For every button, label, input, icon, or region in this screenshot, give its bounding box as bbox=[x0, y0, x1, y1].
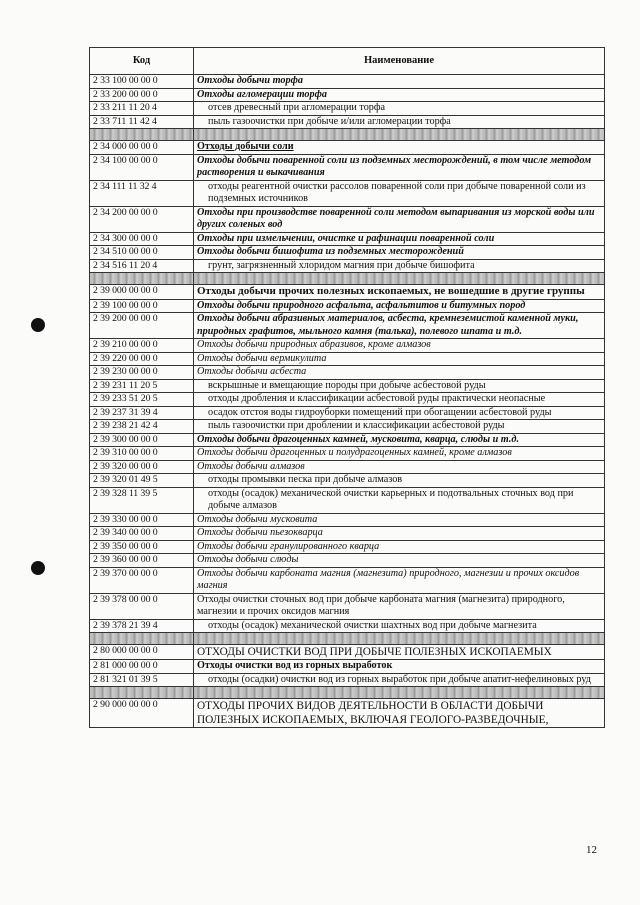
row-name: Отходы добычи природного асфальта, асфальтитов и битумных пород bbox=[194, 299, 605, 313]
table-row bbox=[90, 352, 605, 366]
row-code: 2 39 231 11 20 5 bbox=[90, 379, 194, 393]
row-code: 2 34 100 00 00 0 bbox=[90, 154, 194, 180]
row-code: 2 33 100 00 00 0 bbox=[90, 75, 194, 89]
table-row bbox=[90, 645, 605, 660]
section-separator bbox=[90, 129, 605, 141]
table-row bbox=[90, 115, 605, 129]
row-name: Отходы очистки вод из горных выработок bbox=[194, 660, 605, 674]
table-row bbox=[90, 527, 605, 541]
table-row bbox=[90, 206, 605, 232]
row-name: осадок отстоя воды гидроуборки помещений при обогащении асбестовой руды bbox=[194, 406, 605, 420]
table-row bbox=[90, 75, 605, 89]
page-number: 12 bbox=[586, 844, 597, 856]
row-name: Отходы добычи асбеста bbox=[194, 366, 605, 380]
table-row bbox=[90, 420, 605, 434]
table-row bbox=[90, 299, 605, 313]
section-separator bbox=[90, 633, 605, 645]
row-code: 2 39 360 00 00 0 bbox=[90, 554, 194, 568]
row-name: ОТХОДЫ ОЧИСТКИ ВОД ПРИ ДОБЫЧЕ ПОЛЕЗНЫХ ИСКОПАЕМЫХ bbox=[194, 645, 605, 660]
row-code: 2 34 000 00 00 0 bbox=[90, 141, 194, 155]
section-separator bbox=[90, 273, 605, 285]
row-code: 2 39 210 00 00 0 bbox=[90, 339, 194, 353]
row-name: Отходы добычи соли bbox=[194, 141, 605, 155]
row-name: Отходы добычи мусковита bbox=[194, 513, 605, 527]
table-row bbox=[90, 474, 605, 488]
row-code: 2 90 000 00 00 0 bbox=[90, 699, 194, 728]
table-row bbox=[90, 88, 605, 102]
table-row bbox=[90, 487, 605, 513]
name-column-header: Наименование bbox=[194, 48, 605, 75]
table-row bbox=[90, 673, 605, 687]
table-row bbox=[90, 554, 605, 568]
row-code: 2 39 320 00 00 0 bbox=[90, 460, 194, 474]
row-name: отходы (осадок) механической очистки шахтных вод при добыче магнезита bbox=[194, 619, 605, 633]
table-row bbox=[90, 619, 605, 633]
table-row bbox=[90, 313, 605, 339]
row-code: 2 39 220 00 00 0 bbox=[90, 352, 194, 366]
row-code: 2 39 310 00 00 0 bbox=[90, 447, 194, 461]
row-code: 2 39 238 21 42 4 bbox=[90, 420, 194, 434]
table-row bbox=[90, 259, 605, 273]
table-row bbox=[90, 246, 605, 260]
table-row bbox=[90, 567, 605, 593]
table-row bbox=[90, 406, 605, 420]
table-row bbox=[90, 593, 605, 619]
row-code: 2 81 321 01 39 5 bbox=[90, 673, 194, 687]
table-row bbox=[90, 379, 605, 393]
row-name: Отходы добычи драгоценных камней, мусковита, кварца, слюды и т.д. bbox=[194, 433, 605, 447]
row-name: Отходы добычи драгоценных и полудрагоценных камней, кроме алмазов bbox=[194, 447, 605, 461]
row-code: 2 34 510 00 00 0 bbox=[90, 246, 194, 260]
row-name: грунт, загрязненный хлоридом магния при добыче бишофита bbox=[194, 259, 605, 273]
table-row bbox=[90, 285, 605, 300]
row-name: Отходы добычи бишофита из подземных месторождений bbox=[194, 246, 605, 260]
row-code: 2 39 330 00 00 0 bbox=[90, 513, 194, 527]
row-code: 2 39 378 00 00 0 bbox=[90, 593, 194, 619]
row-name: Отходы добычи прочих полезных ископаемых, не вошедшие в другие группы bbox=[194, 285, 605, 300]
row-name: пыль газоочистки при добыче и/или агломерации торфа bbox=[194, 115, 605, 129]
row-name: Отходы добычи алмазов bbox=[194, 460, 605, 474]
table-row bbox=[90, 460, 605, 474]
row-code: 2 39 200 00 00 0 bbox=[90, 313, 194, 339]
table-row bbox=[90, 232, 605, 246]
row-code: 2 34 111 11 32 4 bbox=[90, 180, 194, 206]
row-code: 2 39 100 00 00 0 bbox=[90, 299, 194, 313]
table-row bbox=[90, 660, 605, 674]
section-separator bbox=[90, 687, 605, 699]
row-code: 2 39 340 00 00 0 bbox=[90, 527, 194, 541]
row-name: Отходы добычи пьезокварца bbox=[194, 527, 605, 541]
row-code: 2 39 300 00 00 0 bbox=[90, 433, 194, 447]
code-column-header: Код bbox=[90, 48, 194, 75]
row-name: Отходы добычи карбоната магния (магнезита) природного, магнезии и прочих оксидов магния bbox=[194, 567, 605, 593]
row-name: Отходы добычи слюды bbox=[194, 554, 605, 568]
row-code: 2 34 200 00 00 0 bbox=[90, 206, 194, 232]
table-row bbox=[90, 180, 605, 206]
row-name: Отходы при производстве поваренной соли методом выпаривания из морской воды или других соленых вод bbox=[194, 206, 605, 232]
row-code: 2 33 211 11 20 4 bbox=[90, 102, 194, 116]
table-row bbox=[90, 699, 605, 728]
row-code: 2 80 000 00 00 0 bbox=[90, 645, 194, 660]
row-name: отходы дробления и классификации асбестовой руды практически неопасные bbox=[194, 393, 605, 407]
row-name: отходы промывки песка при добыче алмазов bbox=[194, 474, 605, 488]
binder-hole-bottom bbox=[31, 561, 45, 575]
row-name: Отходы очистки сточных вод при добыче карбоната магния (магнезита) природного, магнезии и прочих оксидов магния bbox=[194, 593, 605, 619]
table-row bbox=[90, 339, 605, 353]
table-row bbox=[90, 141, 605, 155]
row-name: вскрышные и вмещающие породы при добыче асбестовой руды bbox=[194, 379, 605, 393]
row-name: Отходы добычи природных абразивов, кроме алмазов bbox=[194, 339, 605, 353]
table-row bbox=[90, 447, 605, 461]
row-name: Отходы добычи гранулированного кварца bbox=[194, 540, 605, 554]
waste-classification-table bbox=[89, 47, 605, 728]
row-code: 2 34 516 11 20 4 bbox=[90, 259, 194, 273]
row-code: 2 39 233 51 20 5 bbox=[90, 393, 194, 407]
row-code: 2 39 000 00 00 0 bbox=[90, 285, 194, 300]
row-name: Отходы добычи вермикулита bbox=[194, 352, 605, 366]
row-code: 2 34 300 00 00 0 bbox=[90, 232, 194, 246]
row-name: пыль газоочистки при дроблении и классификации асбестовой руды bbox=[194, 420, 605, 434]
row-name: отходы (осадок) механической очистки карьерных и подотвальных сточных вод при добыче алмазов bbox=[194, 487, 605, 513]
row-code: 2 39 320 01 49 5 bbox=[90, 474, 194, 488]
row-name: Отходы добычи торфа bbox=[194, 75, 605, 89]
row-code: 2 39 328 11 39 5 bbox=[90, 487, 194, 513]
row-name: отходы (осадки) очистки вод из горных выработок при добыче апатит-нефелиновых руд bbox=[194, 673, 605, 687]
table-row bbox=[90, 154, 605, 180]
row-code: 2 39 370 00 00 0 bbox=[90, 567, 194, 593]
row-name: Отходы при измельчении, очистке и рафинации поваренной соли bbox=[194, 232, 605, 246]
table-header-row bbox=[90, 48, 605, 75]
table-row bbox=[90, 102, 605, 116]
row-code: 2 39 237 31 39 4 bbox=[90, 406, 194, 420]
table-row bbox=[90, 433, 605, 447]
row-code: 2 81 000 00 00 0 bbox=[90, 660, 194, 674]
table-row bbox=[90, 366, 605, 380]
row-code: 2 39 230 00 00 0 bbox=[90, 366, 194, 380]
row-name: Отходы добычи абразивных материалов, асбеста, кремнеземистой каменной муки, природных графитов, мыльного камня (талька), полевого шпата и т.д. bbox=[194, 313, 605, 339]
table-row bbox=[90, 540, 605, 554]
row-code: 2 33 711 11 42 4 bbox=[90, 115, 194, 129]
row-code: 2 39 378 21 39 4 bbox=[90, 619, 194, 633]
row-code: 2 39 350 00 00 0 bbox=[90, 540, 194, 554]
row-name: Отходы агломерации торфа bbox=[194, 88, 605, 102]
row-name: отсев древесный при агломерации торфа bbox=[194, 102, 605, 116]
table-row bbox=[90, 513, 605, 527]
row-name: Отходы добычи поваренной соли из подземных месторождений, в том числе методом растворения и выкачивания bbox=[194, 154, 605, 180]
binder-hole-top bbox=[31, 318, 45, 332]
row-code: 2 33 200 00 00 0 bbox=[90, 88, 194, 102]
table-row bbox=[90, 393, 605, 407]
row-name: ОТХОДЫ ПРОЧИХ ВИДОВ ДЕЯТЕЛЬНОСТИ В ОБЛАСТИ ДОБЫЧИ ПОЛЕЗНЫХ ИСКОПАЕМЫХ, ВКЛЮЧАЯ ГЕОЛОГО-РАЗВЕДОЧНЫЕ, bbox=[194, 699, 605, 728]
row-name: отходы реагентной очистки рассолов поваренной соли при добыче поваренной соли из подземных источников bbox=[194, 180, 605, 206]
